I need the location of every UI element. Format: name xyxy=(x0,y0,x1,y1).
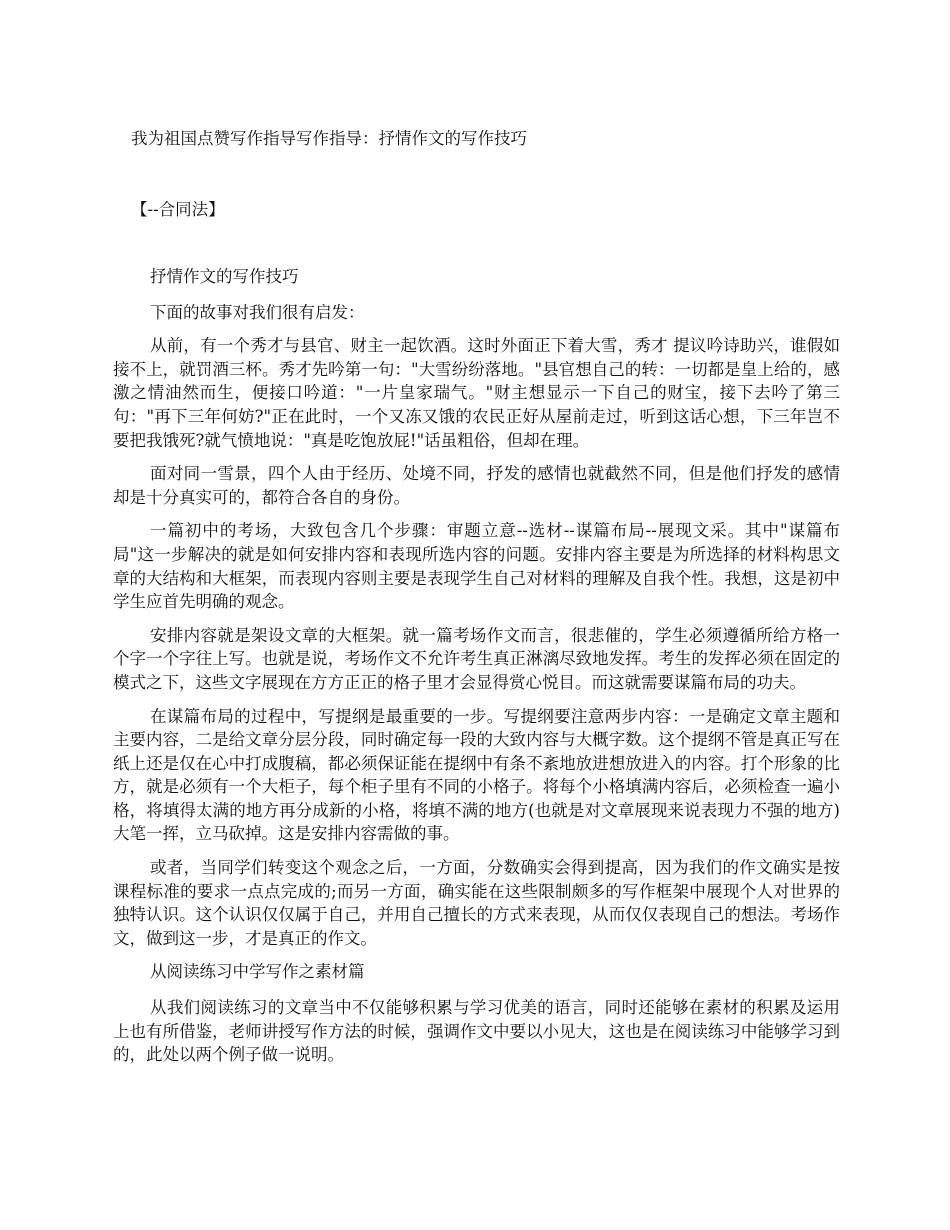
paragraph: 在谋篇布局的过程中，写提纲是最重要的一步。写提纲要注意两步内容：一是确定文章主题和主要内容，二是给文章分层分段，同时确定每一段的大致内容与大概字数。这个提纲不管是真正写在纸上还是仅在心中打成腹稿，都必须保证能在提纲中有条不紊地放进想放进入的内容。打个形象的比方，就是必须有一个大柜子，每个柜子里有不同的小格子。将每个小格填满内容后，必须检查一遍小格，将填得太满的地方再分成新的小格，将填不满的地方(也就是对文章展现来说表现力不强的地方)大笔一挥，立马砍掉。这是安排内容需做的事。 xyxy=(113,706,840,844)
paragraph: 下面的故事对我们很有启发： xyxy=(150,302,365,322)
paragraph: 或者，当同学们转变这个观念之后，一方面，分数确实会得到提高，因为我们的作文确实是按课程标准的要求一点点完成的;而另一方面，确实能在这些限制颇多的写作框架中展现个人对世界的独特认识。这个认识仅仅属于自己，并用自己擅长的方式来表现，从而仅仅表现自己的想法。考场作文，做到这一步，才是真正的作文。 xyxy=(113,858,840,948)
section-heading: 抒情作文的写作技巧 xyxy=(150,267,299,286)
paragraph: 安排内容就是架设文章的大框架。就一篇考场作文而言，很悲催的，学生必须遵循所给方格一个字一个字往上写。也就是说，考场作文不允许考生真正淋漓尽致地发挥。考生的发挥必须在固定的模式之下，这些文字展现在方方正正的格子里才会显得赏心悦目。而这就需要谋篇布局的功夫。 xyxy=(113,625,840,692)
paragraph: 面对同一雪景，四个人由于经历、处境不同，抒发的感情也就截然不同，但是他们抒发的感情却是十分真实可的，都符合各自的身份。 xyxy=(113,464,840,507)
paragraph: 一篇初中的考场，大致包含几个步骤：审题立意--选材--谋篇布局--展现文采。其中"谋篇布局"这一步解决的就是如何安排内容和表现所选内容的问题。安排内容主要是为所选择的材料构思文章的大结构和大框架，而表现内容则主要是表现学生自己对材料的理解及自我个性。我想，这是初中学生应首先明确的观念。 xyxy=(113,521,840,612)
category-tag: 【--合同法】 xyxy=(131,200,225,219)
paragraph: 从前，有一个秀才与县官、财主一起饮酒。这时外面正下着大雪，秀才 提议吟诗助兴，谁假如接不上，就罚酒三杯。秀才先吟第一句："大雪纷纷落地。"县官想自己的转：一切都是皇上给的，感激之情油然而生，便接口吟道："一片皇家瑞气。"财主想显示一下自己的财宝，接下去吟了第三句："再下三年何妨?"正在此时，一个又冻又饿的农民正好从屋前走过，听到这话心想，下三年岂不要把我饿死?就气愤地说："真是吃饱放屁!"话虽粗俗，但却在理。 xyxy=(113,336,840,450)
article-body xyxy=(113,265,840,1077)
section-heading: 从阅读练习中学写作之素材篇 xyxy=(150,962,365,982)
document-title: 我为祖国点赞写作指导写作指导：抒情作文的写作技巧 xyxy=(131,129,527,148)
paragraph: 从我们阅读练习的文章当中不仅能够积累与学习优美的语言，同时还能够在素材的积累及运用上也有所借鉴，老师讲授写作方法的时候，强调作文中要以小见大，这也是在阅读练习中能够学习到的，此处以两个例子做一说明。 xyxy=(113,998,840,1065)
